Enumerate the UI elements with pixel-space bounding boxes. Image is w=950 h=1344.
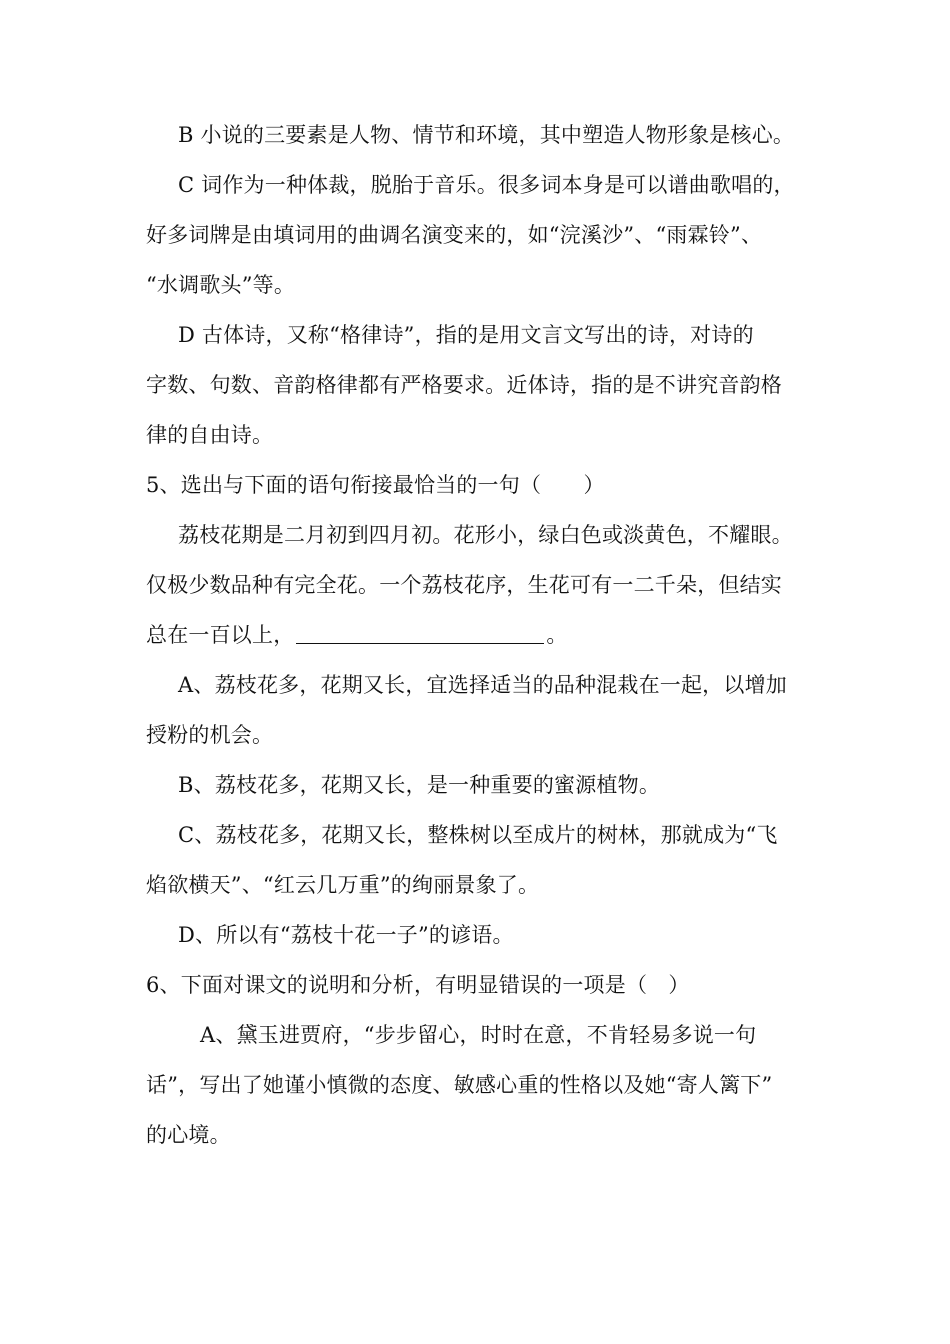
question-5-passage-3 bbox=[146, 621, 826, 649]
question-5-option-d: D、所以有“荔枝十花一子”的谚语。 bbox=[178, 923, 514, 947]
question-5-title: 5、选出与下面的语句衔接最恰当的一句（ ） bbox=[146, 473, 605, 497]
question-5-passage-1: 荔枝花期是二月初到四月初。花形小，绿白色或淡黄色，不耀眼。 bbox=[178, 523, 793, 547]
question-5-option-a-1: A、荔枝花多，花期又长，宜选择适当的品种混栽在一起，以增加 bbox=[178, 673, 787, 697]
passage-text: 总在一百以上， bbox=[146, 623, 295, 647]
option-c-line-3: “水调歌头”等。 bbox=[146, 273, 296, 297]
question-6-title: 6、下面对课文的说明和分析，有明显错误的一项是（ ） bbox=[146, 973, 690, 997]
option-d-line-1: D 古体诗，又称“格律诗”，指的是用文言文写出的诗，对诗的 bbox=[178, 323, 754, 347]
passage-period: 。 bbox=[546, 623, 568, 647]
option-d-line-3: 律的自由诗。 bbox=[146, 423, 274, 447]
answer-blank bbox=[296, 621, 544, 644]
option-c-line-1: C 词作为一种体裁，脱胎于音乐。很多词本身是可以谱曲歌唱的， bbox=[178, 173, 795, 197]
question-6-option-a-1: A、黛玉进贾府，“步步留心，时时在意，不肯轻易多说一句 bbox=[200, 1023, 757, 1047]
question-5-option-a-2: 授粉的机会。 bbox=[146, 723, 274, 747]
option-d-line-2: 字数、句数、音韵格律都有严格要求。近体诗，指的是不讲究音韵格 bbox=[146, 373, 782, 397]
question-5-option-c-2: 焰欲横天”、“红云几万重”的绚丽景象了。 bbox=[146, 873, 540, 897]
question-5-option-b: B、荔枝花多，花期又长，是一种重要的蜜源植物。 bbox=[178, 773, 661, 797]
question-5-option-c-1: C、荔枝花多，花期又长，整株树以至成片的树林，那就成为“飞 bbox=[178, 823, 778, 847]
question-6-option-a-2: 话”，写出了她谨小慎微的态度、敏感心重的性格以及她“寄人篱下” bbox=[146, 1073, 773, 1097]
option-b-line: B 小说的三要素是人物、情节和环境，其中塑造人物形象是核心。 bbox=[178, 123, 795, 147]
question-6-option-a-3: 的心境。 bbox=[146, 1123, 231, 1147]
option-c-line-2: 好多词牌是由填词用的曲调名演变来的，如“浣溪沙”、“雨霖铃”、 bbox=[146, 223, 763, 247]
question-5-passage-2: 仅极少数品种有完全花。一个荔枝花序，生花可有一二千朵，但结实 bbox=[146, 573, 782, 597]
